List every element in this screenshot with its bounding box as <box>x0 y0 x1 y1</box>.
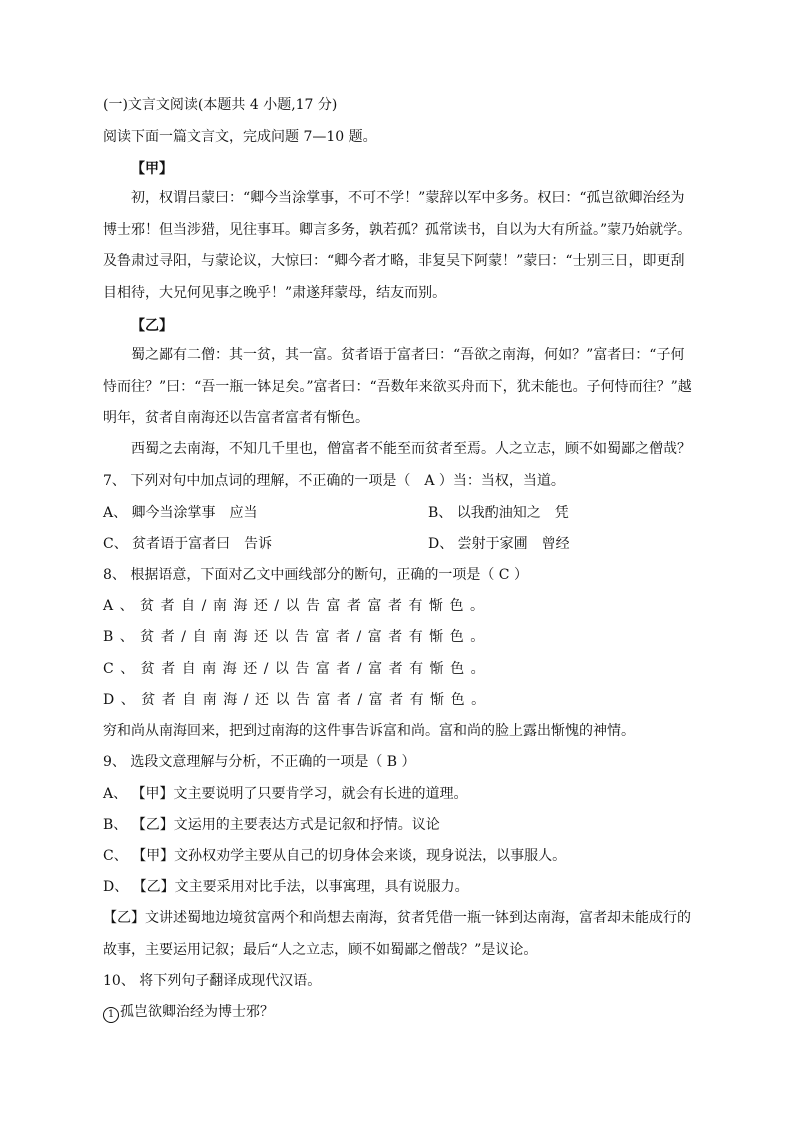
question-9-stem: 9、 选段文意理解与分析，不正确的一项是（ B ） <box>103 754 416 770</box>
question-7-option-b: B、 以我酌油知之 凭 <box>428 505 569 521</box>
passage-b-label: 【乙】 <box>131 318 173 334</box>
section-title: (一)文言文阅读(本题共 4 小题,17 分) <box>103 97 338 113</box>
question-10-stem: 10、 将下列句子翻译成现代汉语。 <box>103 973 322 989</box>
question-9-note: 【乙】文讲述蜀地边境贫富两个和尚想去南海，贫者凭借一瓶一钵到达南海，富者却未能成行的故事，主要运用记叙；最后“人之立志，顾不如蜀鄙之僧哉？”是议论。 <box>103 910 691 958</box>
passage-b-conclusion: 西蜀之去南海，不知几千里也，僧富者不能至而贫者至焉。人之立志，顾不如蜀鄙之僧哉？ <box>131 441 691 457</box>
question-7-option-d: D、 尝射于家圃 曾经 <box>428 536 570 552</box>
question-8-option-a: A、贫者自/南海还/以告富者富者有惭色。 <box>103 598 491 614</box>
instruction: 阅读下面一篇文言文，完成问题 7—10 题。 <box>103 129 377 145</box>
question-8-option-c: C、贫者自南海还/以告富者/富者有惭色。 <box>103 661 492 677</box>
question-9-option-a: A、 【甲】文主要说明了只要肯学习，就会有长进的道理。 <box>103 786 468 802</box>
question-8-option-b: B、贫者/自南海还以告富者/富者有惭色。 <box>103 629 491 645</box>
question-7-stem: 7、 下列对句中加点词的理解，不正确的一项是（ A ）当：当权，当道。 <box>103 473 565 489</box>
passage-a-text: 初，权谓吕蒙曰：“卿今当涂掌事，不可不学！”蒙辞以军中多务。权曰：“孤岂欲卿治经为博士邪！但当涉猎，见往事耳。卿言多务，孰若孤？孤常读书，自以为大有所益。”蒙乃始就学。及鲁肃过寻阳，与蒙论议，大惊曰：“卿今者才略，非复吴下阿蒙！”蒙曰：“士别三日，即更刮目相待，大兄何见事之晚乎！”肃遂拜蒙母，结友而别。 <box>103 190 692 301</box>
question-9-option-d: D、 【乙】文主要采用对比手法，以事寓理，具有说服力。 <box>103 879 469 895</box>
question-8-note: 穷和尚从南海回来，把到过南海的这件事告诉富和尚。富和尚的脸上露出惭愧的神情。 <box>103 723 635 739</box>
question-9-option-c: C、 【甲】文孙权劝学主要从自己的切身体会来谈，现身说法，以事服人。 <box>103 848 567 864</box>
passage-a-label: 【甲】 <box>131 161 173 177</box>
question-10-item-1 <box>103 1002 274 1023</box>
question-8-stem: 8、 根据语意，下面对乙文中画线部分的断句，正确的一项是（ C ） <box>103 567 528 583</box>
question-9-option-b: B、 【乙】文运用的主要表达方式是记叙和抒情。议论 <box>103 817 440 833</box>
question-8-option-d: D、贫者自南海/还以告富者/富者有惭色。 <box>103 692 492 708</box>
question-7-option-c: C、 贫者语于富者曰 告诉 <box>103 536 273 552</box>
passage-b-text: 蜀之鄙有二僧：其一贫，其一富。贫者语于富者曰：“吾欲之南海，何如？”富者曰：“子何恃而往？”曰：“吾一瓶一钵足矣。”富者曰：“吾数年来欲买舟而下，犹未能也。子何恃而往？”越明年，贫者自南海还以告富者富者有惭色。 <box>103 347 692 426</box>
question-7-option-a: A、 卿今当涂掌事 应当 <box>103 505 258 521</box>
circled-number-1-icon: 1 <box>103 1007 119 1023</box>
question-10-item-1-text: 孤岂欲卿治经为博士邪？ <box>120 1004 274 1020</box>
